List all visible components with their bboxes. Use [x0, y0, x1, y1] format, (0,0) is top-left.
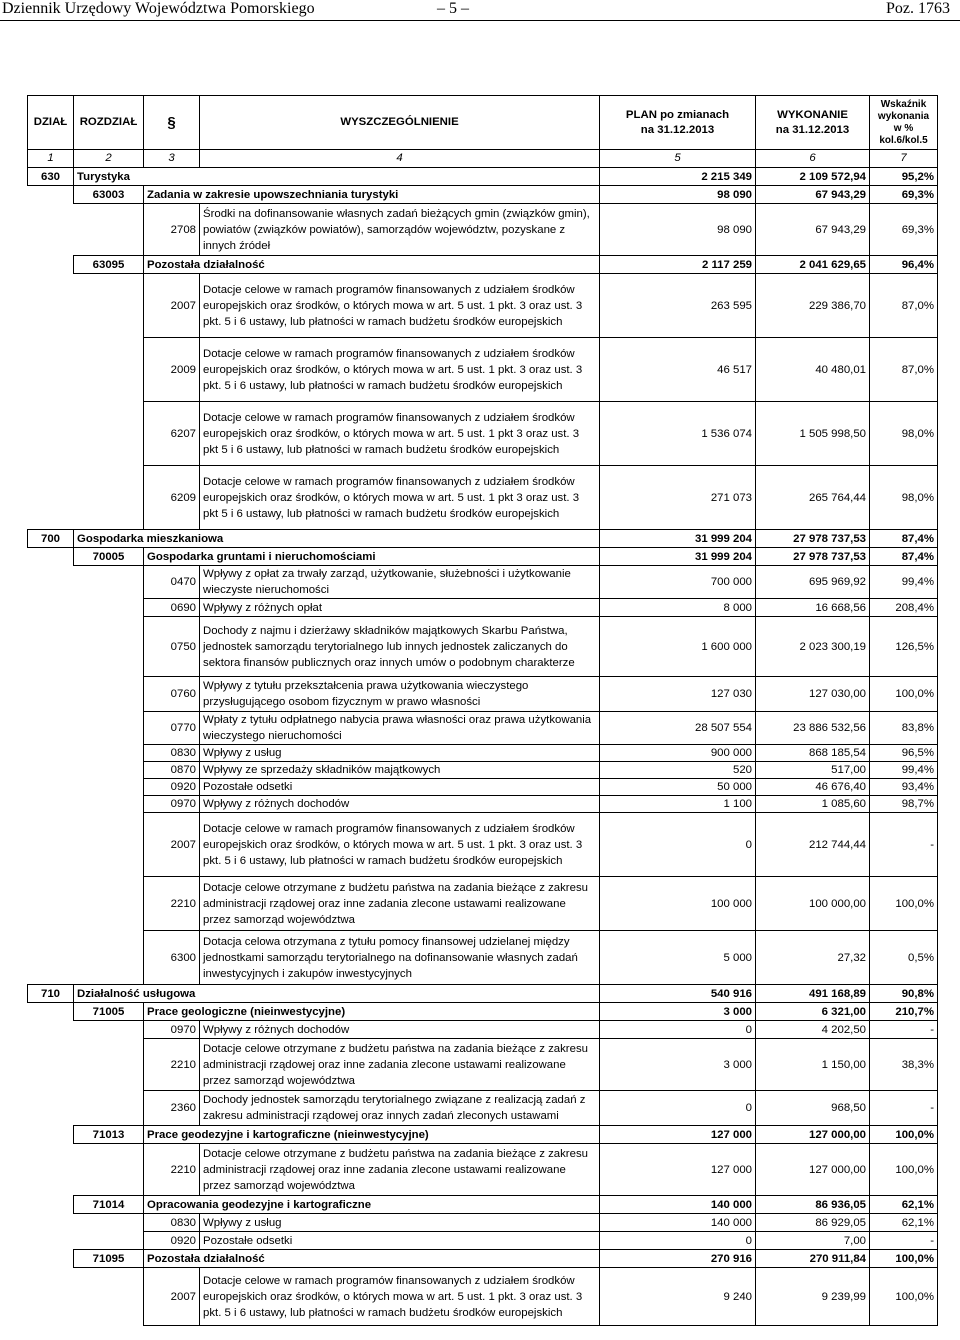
rozdzial-code — [74, 712, 144, 745]
plan-value: 31 999 204 — [600, 530, 756, 548]
wykonanie-value: 27,32 — [756, 931, 870, 985]
dzial-code: 630 — [28, 168, 74, 186]
paragraf-code: 0970 — [144, 1021, 200, 1039]
row-description: Wpływy z różnych opłat — [200, 599, 600, 617]
rozdzial-code: 63003 — [74, 186, 144, 204]
dzial-code — [28, 1214, 74, 1232]
table-row — [28, 599, 938, 617]
table-row — [28, 1091, 938, 1126]
table-row — [28, 466, 938, 530]
row-description: Działalność usługowa — [74, 985, 600, 1003]
row-description: Dotacje celowe otrzymane z budżetu państwa na zadania bieżące z zakresu administracji rządowej oraz inne zadania zlecone ustawami realizowane przez samorząd województwa — [200, 877, 600, 931]
plan-value: 2 117 259 — [600, 256, 756, 274]
table-row — [28, 186, 938, 204]
table-row — [28, 566, 938, 599]
wskaznik-value: - — [870, 1232, 938, 1250]
rozdzial-code — [74, 796, 144, 813]
wykonanie-value: 16 668,56 — [756, 599, 870, 617]
wskaznik-value: 0,5% — [870, 931, 938, 985]
header-rule — [0, 20, 960, 21]
dzial-code — [28, 566, 74, 599]
plan-value: 270 916 — [600, 1250, 756, 1268]
table-row — [28, 1196, 938, 1214]
row-description: Wpływy z tytułu przekształcenia prawa użytkowania wieczystego przysługującego osobom fizycznym w prawo własności — [200, 677, 600, 712]
table-row — [28, 762, 938, 779]
paragraf-code: 2007 — [144, 1268, 200, 1326]
plan-value: 0 — [600, 1021, 756, 1039]
row-description: Prace geologiczne (nieinwestycyjne) — [144, 1003, 600, 1021]
plan-value: 9 240 — [600, 1268, 756, 1326]
rozdzial-code: 63095 — [74, 256, 144, 274]
row-description: Pozostałe odsetki — [200, 1232, 600, 1250]
plan-value: 1 100 — [600, 796, 756, 813]
wskaznik-value: - — [870, 1091, 938, 1126]
table-row — [28, 1003, 938, 1021]
wskaznik-value: 38,3% — [870, 1039, 938, 1091]
dzial-code — [28, 617, 74, 677]
table-row — [28, 877, 938, 931]
dzial-code — [28, 1039, 74, 1091]
header-wykonanie-line1: WYKONANIE — [777, 108, 848, 121]
wskaznik-value: 87,4% — [870, 530, 938, 548]
rozdzial-code — [74, 745, 144, 762]
table-row — [28, 1039, 938, 1091]
plan-value: 127 000 — [600, 1144, 756, 1196]
dzial-code: 700 — [28, 530, 74, 548]
rozdzial-code — [74, 338, 144, 402]
row-description: Wpływy z usług — [200, 745, 600, 762]
rozdzial-code: 71005 — [74, 1003, 144, 1021]
paragraf-code: 0870 — [144, 762, 200, 779]
wykonanie-value: 491 168,89 — [756, 985, 870, 1003]
wskaznik-value: 95,2% — [870, 168, 938, 186]
paragraf-code: 2210 — [144, 1039, 200, 1091]
rozdzial-code — [74, 402, 144, 466]
dzial-code: 710 — [28, 985, 74, 1003]
wskaznik-value: 69,3% — [870, 204, 938, 256]
table-row — [28, 796, 938, 813]
dzial-code — [28, 762, 74, 779]
dzial-code — [28, 256, 74, 274]
wykonanie-value: 23 886 532,56 — [756, 712, 870, 745]
dzial-code — [28, 813, 74, 877]
wskaznik-value: 208,4% — [870, 599, 938, 617]
header-dzial: DZIAŁ — [28, 96, 74, 150]
table-header — [28, 96, 938, 168]
plan-value: 2 215 349 — [600, 168, 756, 186]
wskaznik-value: - — [870, 1021, 938, 1039]
rozdzial-code — [74, 466, 144, 530]
dzial-code — [28, 548, 74, 566]
header-wskaznik — [870, 96, 938, 150]
paragraf-code: 0970 — [144, 796, 200, 813]
wykonanie-value: 2 041 629,65 — [756, 256, 870, 274]
wskaznik-value: 87,0% — [870, 338, 938, 402]
wskaznik-value: 96,5% — [870, 745, 938, 762]
column-number: 4 — [200, 150, 600, 168]
dzial-code — [28, 931, 74, 985]
dzial-code — [28, 877, 74, 931]
dzial-code — [28, 402, 74, 466]
table-row — [28, 985, 938, 1003]
wykonanie-value: 4 202,50 — [756, 1021, 870, 1039]
wskaznik-value: 62,1% — [870, 1196, 938, 1214]
table-row — [28, 1250, 938, 1268]
row-description: Gospodarka mieszkaniowa — [74, 530, 600, 548]
paragraf-code: 2009 — [144, 338, 200, 402]
table-row — [28, 1021, 938, 1039]
plan-value: 8 000 — [600, 599, 756, 617]
plan-value: 127 000 — [600, 1126, 756, 1144]
dzial-code — [28, 677, 74, 712]
table-row — [28, 168, 938, 186]
paragraf-code: 2210 — [144, 1144, 200, 1196]
wskaznik-value: 87,0% — [870, 274, 938, 338]
row-description: Dochody jednostek samorządu terytorialnego związane z realizacją zadań z zakresu administracji rządowej oraz innych zadań zleconych ustawami — [200, 1091, 600, 1126]
table-row — [28, 530, 938, 548]
wskaznik-value: 99,4% — [870, 762, 938, 779]
dzial-code — [28, 274, 74, 338]
paragraf-code: 2210 — [144, 877, 200, 931]
row-description: Wpłaty z tytułu odpłatnego nabycia prawa własności oraz prawa użytkowania wieczystego nieruchomości — [200, 712, 600, 745]
rozdzial-code — [74, 1091, 144, 1126]
wykonanie-value: 86 929,05 — [756, 1214, 870, 1232]
wskaznik-value: 93,4% — [870, 779, 938, 796]
paragraf-code: 0830 — [144, 745, 200, 762]
wskaznik-value: 100,0% — [870, 1250, 938, 1268]
budget-table — [27, 95, 938, 1326]
wykonanie-value: 86 936,05 — [756, 1196, 870, 1214]
wykonanie-value: 229 386,70 — [756, 274, 870, 338]
table-row — [28, 813, 938, 877]
wskaznik-value: 83,8% — [870, 712, 938, 745]
wskaznik-value: 100,0% — [870, 1144, 938, 1196]
rozdzial-code — [74, 931, 144, 985]
table-row — [28, 1214, 938, 1232]
table-row — [28, 548, 938, 566]
plan-value: 28 507 554 — [600, 712, 756, 745]
header-wskaznik-line1: Wskaźnik — [880, 98, 927, 110]
table-row — [28, 1144, 938, 1196]
table-row — [28, 617, 938, 677]
header-wykonanie — [756, 96, 870, 150]
paragraf-code: 0760 — [144, 677, 200, 712]
row-description: Prace geodezyjne i kartograficzne (nieinwestycyjne) — [144, 1126, 600, 1144]
table-row — [28, 745, 938, 762]
wykonanie-value: 2 109 572,94 — [756, 168, 870, 186]
plan-value: 31 999 204 — [600, 548, 756, 566]
plan-value: 3 000 — [600, 1039, 756, 1091]
wykonanie-value: 67 943,29 — [756, 204, 870, 256]
plan-value: 0 — [600, 813, 756, 877]
rozdzial-code — [74, 617, 144, 677]
column-number: 5 — [600, 150, 756, 168]
rozdzial-code: 71014 — [74, 1196, 144, 1214]
row-description: Zadania w zakresie upowszechniania turystyki — [144, 186, 600, 204]
plan-value: 1 600 000 — [600, 617, 756, 677]
paragraf-code: 0470 — [144, 566, 200, 599]
rozdzial-code — [74, 1039, 144, 1091]
rozdzial-code — [74, 813, 144, 877]
row-description: Pozostałe odsetki — [200, 779, 600, 796]
row-description: Dotacje celowe otrzymane z budżetu państwa na zadania bieżące z zakresu administracji rządowej oraz inne zadania zlecone ustawami realizowane przez samorząd województwa — [200, 1144, 600, 1196]
header-paragraf: § — [144, 96, 200, 150]
wskaznik-value: 96,4% — [870, 256, 938, 274]
plan-value: 540 916 — [600, 985, 756, 1003]
wskaznik-value: 87,4% — [870, 548, 938, 566]
plan-value: 98 090 — [600, 204, 756, 256]
wskaznik-value: 98,0% — [870, 466, 938, 530]
dzial-code — [28, 599, 74, 617]
wskaznik-value: 210,7% — [870, 1003, 938, 1021]
row-description: Dotacje celowe otrzymane z budżetu państwa na zadania bieżące z zakresu administracji rządowej oraz inne zadania zlecone ustawami realizowane przez samorząd województwa — [200, 1039, 600, 1091]
wskaznik-value: 98,7% — [870, 796, 938, 813]
plan-value: 98 090 — [600, 186, 756, 204]
rozdzial-code — [74, 1144, 144, 1196]
table-row — [28, 204, 938, 256]
dzial-code — [28, 1268, 74, 1326]
wskaznik-value: 100,0% — [870, 877, 938, 931]
rozdzial-code: 70005 — [74, 548, 144, 566]
rozdzial-code — [74, 566, 144, 599]
plan-value: 50 000 — [600, 779, 756, 796]
row-description: Wpływy z różnych dochodów — [200, 796, 600, 813]
row-description: Wpływy z opłat za trwały zarząd, użytkowanie, służebności i użytkowanie wieczyste nieruchomości — [200, 566, 600, 599]
table-row — [28, 256, 938, 274]
wykonanie-value: 127 000,00 — [756, 1126, 870, 1144]
wykonanie-value: 127 030,00 — [756, 677, 870, 712]
header-wyszczegolnienie: WYSZCZEGÓLNIENIE — [200, 96, 600, 150]
dzial-code — [28, 1021, 74, 1039]
row-description: Dotacje celowe w ramach programów finansowanych z udziałem środków europejskich oraz środków, o których mowa w art. 5 ust. 1 pkt. 3 oraz ust. 3 pkt. 5 i 6 ustawy, lub płatności w ramach budżetu środków europejskich — [200, 338, 600, 402]
dzial-code — [28, 338, 74, 402]
wskaznik-value: 100,0% — [870, 677, 938, 712]
header-plan-line2: na 31.12.2013 — [640, 123, 715, 136]
wykonanie-value: 1 505 998,50 — [756, 402, 870, 466]
table-body — [28, 168, 938, 1326]
table-row — [28, 931, 938, 985]
plan-value: 140 000 — [600, 1214, 756, 1232]
table-row — [28, 402, 938, 466]
row-description: Środki na dofinansowanie własnych zadań bieżących gmin (związków gmin), powiatów (związków powiatów), samorządów województw, pozyskane z innych źródeł — [200, 204, 600, 256]
row-description: Dotacje celowe w ramach programów finansowanych z udziałem środków europejskich oraz środków, o których mowa w art. 5 ust. 1 pkt 3 oraz ust. 3 pkt 5 i 6 ustawy, lub płatności w ramach budżetu środków europejskich — [200, 402, 600, 466]
header-wskaznik-line3: kol.6/kol.5 — [879, 134, 928, 146]
dzial-code — [28, 745, 74, 762]
wykonanie-value: 1 150,00 — [756, 1039, 870, 1091]
wykonanie-value: 6 321,00 — [756, 1003, 870, 1021]
rozdzial-code — [74, 599, 144, 617]
paragraf-code: 2007 — [144, 813, 200, 877]
wykonanie-value: 968,50 — [756, 1091, 870, 1126]
wykonanie-value: 67 943,29 — [756, 186, 870, 204]
page-header — [0, 0, 960, 21]
column-number: 3 — [144, 150, 200, 168]
column-number: 6 — [756, 150, 870, 168]
rozdzial-code — [74, 677, 144, 712]
wykonanie-value: 7,00 — [756, 1232, 870, 1250]
rozdzial-code — [74, 779, 144, 796]
rozdzial-code — [74, 1232, 144, 1250]
page-number: – 5 – — [437, 0, 469, 17]
dzial-code — [28, 1144, 74, 1196]
header-rozdzial: ROZDZIAŁ — [74, 96, 144, 150]
column-number: 2 — [74, 150, 144, 168]
table-row — [28, 338, 938, 402]
wskaznik-value: 62,1% — [870, 1214, 938, 1232]
paragraf-code: 6207 — [144, 402, 200, 466]
header-plan — [600, 96, 756, 150]
wskaznik-value: 98,0% — [870, 402, 938, 466]
paragraf-code: 0690 — [144, 599, 200, 617]
row-description: Turystyka — [74, 168, 600, 186]
rozdzial-code — [74, 204, 144, 256]
wykonanie-value: 517,00 — [756, 762, 870, 779]
dzial-code — [28, 779, 74, 796]
wskaznik-value: - — [870, 813, 938, 877]
paragraf-code: 6300 — [144, 931, 200, 985]
paragraf-code: 0770 — [144, 712, 200, 745]
table-row — [28, 712, 938, 745]
row-description: Dotacje celowe w ramach programów finansowanych z udziałem środków europejskich oraz środków, o których mowa w art. 5 ust. 1 pkt. 3 oraz ust. 3 pkt. 5 i 6 ustawy, lub płatności w ramach budżetu środków europejskich — [200, 274, 600, 338]
plan-value: 700 000 — [600, 566, 756, 599]
plan-value: 3 000 — [600, 1003, 756, 1021]
wskaznik-value: 100,0% — [870, 1126, 938, 1144]
paragraf-code: 2360 — [144, 1091, 200, 1126]
wykonanie-value: 9 239,99 — [756, 1268, 870, 1326]
position-number: Poz. 1763 — [886, 0, 950, 17]
wykonanie-value: 27 978 737,53 — [756, 530, 870, 548]
plan-value: 520 — [600, 762, 756, 779]
dzial-code — [28, 1232, 74, 1250]
plan-value: 271 073 — [600, 466, 756, 530]
wykonanie-value: 27 978 737,53 — [756, 548, 870, 566]
row-description: Opracowania geodezyjne i kartograficzne — [144, 1196, 600, 1214]
plan-value: 100 000 — [600, 877, 756, 931]
wskaznik-value: 126,5% — [870, 617, 938, 677]
paragraf-code: 0920 — [144, 1232, 200, 1250]
row-description: Dochody z najmu i dzierżawy składników majątkowych Skarbu Państwa, jednostek samorządu terytorialnego lub innych jednostek zaliczanych do sektora finansów publicznych oraz innych umów o podobnym charakterze — [200, 617, 600, 677]
wskaznik-value: 99,4% — [870, 566, 938, 599]
dzial-code — [28, 1250, 74, 1268]
rozdzial-code: 71095 — [74, 1250, 144, 1268]
row-description: Wpływy z różnych dochodów — [200, 1021, 600, 1039]
header-wykonanie-line2: na 31.12.2013 — [775, 123, 850, 136]
paragraf-code: 0830 — [144, 1214, 200, 1232]
wykonanie-value: 265 764,44 — [756, 466, 870, 530]
wskaznik-value: 90,8% — [870, 985, 938, 1003]
rozdzial-code — [74, 762, 144, 779]
wykonanie-value: 127 000,00 — [756, 1144, 870, 1196]
column-number: 1 — [28, 150, 74, 168]
table-row — [28, 1126, 938, 1144]
wykonanie-value: 100 000,00 — [756, 877, 870, 931]
paragraf-code: 0920 — [144, 779, 200, 796]
journal-title: Dziennik Urzędowy Województwa Pomorskiego — [2, 0, 315, 17]
dzial-code — [28, 1126, 74, 1144]
rozdzial-code — [74, 877, 144, 931]
rozdzial-code — [74, 274, 144, 338]
row-description: Dotacja celowa otrzymana z tytułu pomocy finansowej udzielanej między jednostkami samorządu terytorialnego na dofinansowanie własnych zadań inwestycyjnych i zakupów inwestycyjnych — [200, 931, 600, 985]
column-number: 7 — [870, 150, 938, 168]
dzial-code — [28, 186, 74, 204]
dzial-code — [28, 204, 74, 256]
plan-value: 0 — [600, 1232, 756, 1250]
plan-value: 900 000 — [600, 745, 756, 762]
table-row — [28, 1232, 938, 1250]
table-row — [28, 274, 938, 338]
plan-value: 1 536 074 — [600, 402, 756, 466]
wykonanie-value: 212 744,44 — [756, 813, 870, 877]
wykonanie-value: 1 085,60 — [756, 796, 870, 813]
dzial-code — [28, 466, 74, 530]
wykonanie-value: 2 023 300,19 — [756, 617, 870, 677]
paragraf-code: 2708 — [144, 204, 200, 256]
plan-value: 127 030 — [600, 677, 756, 712]
wskaznik-value: 69,3% — [870, 186, 938, 204]
row-description: Dotacje celowe w ramach programów finansowanych z udziałem środków europejskich oraz środków, o których mowa w art. 5 ust. 1 pkt. 3 oraz ust. 3 pkt. 5 i 6 ustawy, lub płatności w ramach budżetu środków europejskich — [200, 1268, 600, 1326]
row-description: Dotacje celowe w ramach programów finansowanych z udziałem środków europejskich oraz środków, o których mowa w art. 5 ust. 1 pkt 3 oraz ust. 3 pkt 5 i 6 ustawy, lub płatności w ramach budżetu środków europejskich — [200, 466, 600, 530]
row-description: Wpływy z usług — [200, 1214, 600, 1232]
dzial-code — [28, 1196, 74, 1214]
rozdzial-code — [74, 1021, 144, 1039]
wskaznik-value: 100,0% — [870, 1268, 938, 1326]
column-numbers-row — [28, 150, 938, 168]
dzial-code — [28, 712, 74, 745]
row-description: Pozostała działalność — [144, 256, 600, 274]
dzial-code — [28, 1091, 74, 1126]
table-row — [28, 779, 938, 796]
plan-value: 0 — [600, 1091, 756, 1126]
wykonanie-value: 270 911,84 — [756, 1250, 870, 1268]
rozdzial-code — [74, 1214, 144, 1232]
wykonanie-value: 46 676,40 — [756, 779, 870, 796]
dzial-code — [28, 1003, 74, 1021]
row-description: Pozostała działalność — [144, 1250, 600, 1268]
paragraf-code: 2007 — [144, 274, 200, 338]
table-row — [28, 1268, 938, 1326]
plan-value: 263 595 — [600, 274, 756, 338]
row-description: Wpływy ze sprzedaży składników majątkowych — [200, 762, 600, 779]
wykonanie-value: 40 480,01 — [756, 338, 870, 402]
rozdzial-code: 71013 — [74, 1126, 144, 1144]
plan-value: 140 000 — [600, 1196, 756, 1214]
dzial-code — [28, 796, 74, 813]
header-plan-line1: PLAN po zmianach — [625, 108, 730, 121]
row-description: Gospodarka gruntami i nieruchomościami — [144, 548, 600, 566]
plan-value: 46 517 — [600, 338, 756, 402]
table-row — [28, 677, 938, 712]
wykonanie-value: 695 969,92 — [756, 566, 870, 599]
header-wskaznik-line2: wykonania w % — [877, 110, 930, 134]
plan-value: 5 000 — [600, 931, 756, 985]
row-description: Dotacje celowe w ramach programów finansowanych z udziałem środków europejskich oraz środków, o których mowa w art. 5 ust. 1 pkt. 3 oraz ust. 3 pkt. 5 i 6 ustawy, lub płatności w ramach budżetu środków europejskich — [200, 813, 600, 877]
paragraf-code: 6209 — [144, 466, 200, 530]
wykonanie-value: 868 185,54 — [756, 745, 870, 762]
paragraf-code: 0750 — [144, 617, 200, 677]
rozdzial-code — [74, 1268, 144, 1326]
